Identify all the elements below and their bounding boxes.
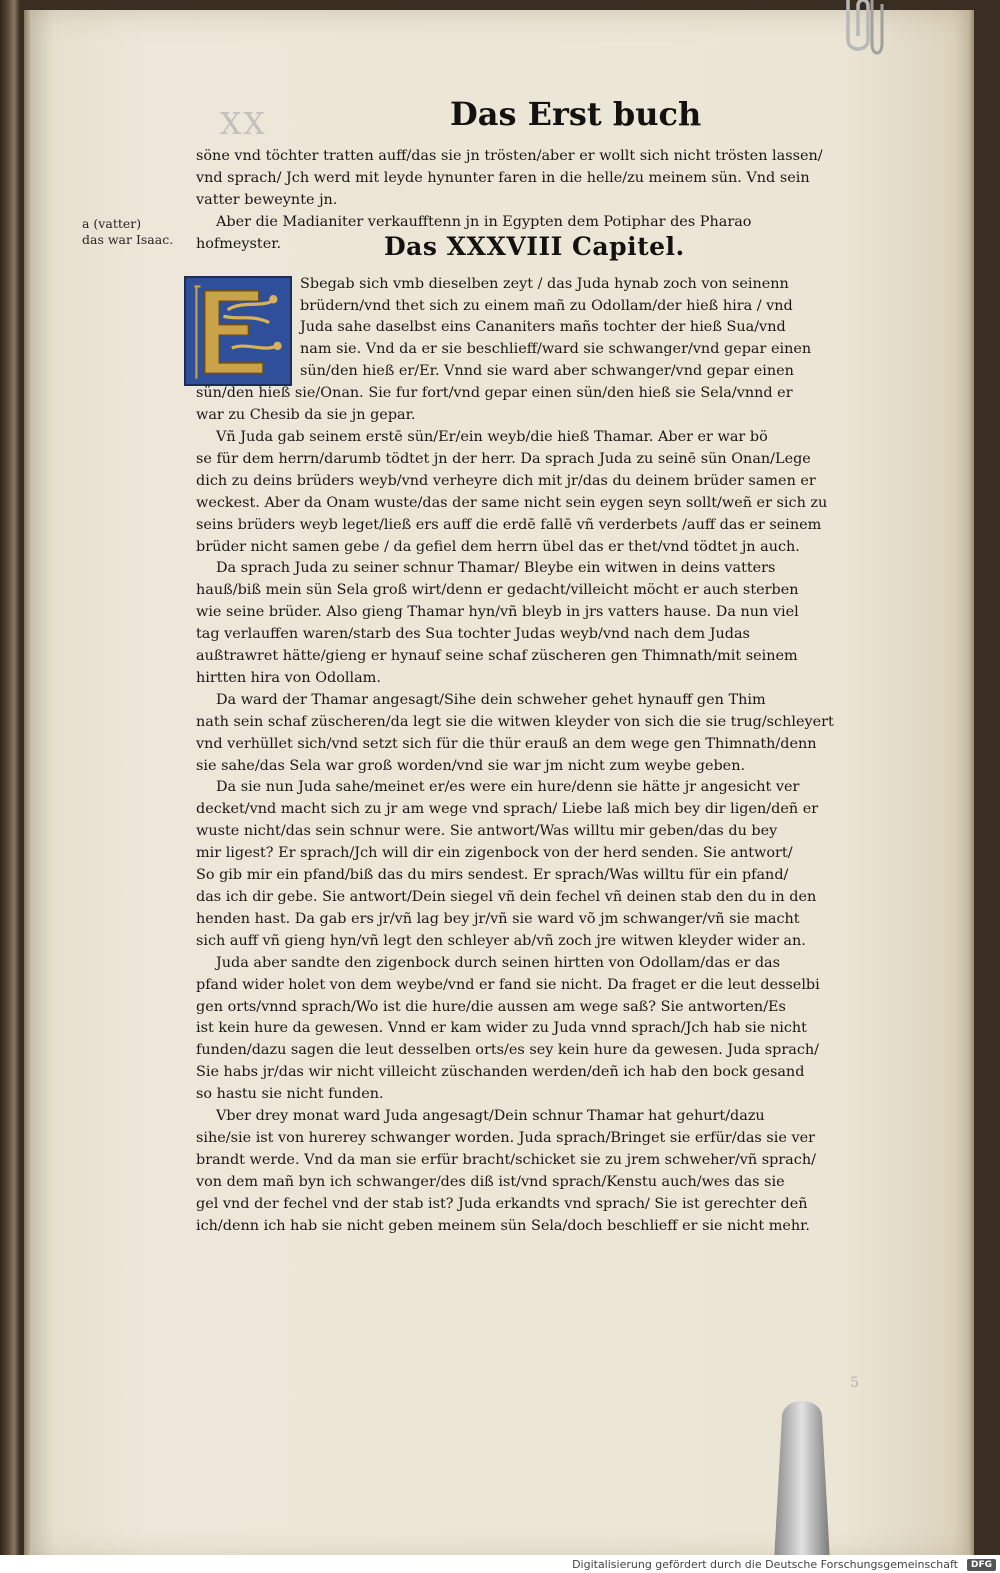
text-line: Da sie nun Juda sahe/meinet er/es were ein hure/denn sie hätte jr angesicht ver (216, 779, 800, 796)
text-line: brandt werde. Vnd da man sie erfür bracht/schicket sie zu jrem schweher/vñ sprach/ (196, 1151, 816, 1168)
text-line: tag verlauffen waren/starb des Sua tochter Judas weyb/vnd nach dem Judas (196, 626, 750, 643)
text-line: weckest. Aber da Onam wuste/das der same nicht sein eygen seyn sollt/weñ er sich zu (196, 494, 828, 511)
text-line: funden/dazu sagen die leut desselben orts/es sey kein hure da gewesen. Juda sprach/ (196, 1042, 820, 1059)
ornament-icon (186, 278, 290, 384)
decorated-initial-letter (184, 276, 292, 386)
text-line: henden hast. Da gab ers jr/vñ lag bey jr/vñ sie ward võ jm schwanger/vñ sie macht (196, 910, 800, 927)
text-line: vnd verhüllet sich/vnd setzt sich für die thür erauß an dem wege gen Thimnath/denn (196, 735, 817, 752)
text-line: Vber drey monat ward Juda angesagt/Dein schnur Thamar hat gehurt/dazu (216, 1108, 765, 1125)
text-line: ist kein hure da gewesen. Vnnd er kam wider zu Juda vnnd sprach/Jch hab sie nicht (196, 1020, 807, 1037)
text-line: sich auff vñ gieng hyn/vñ legt den schleyer ab/vñ zoch jre witwen kleyder wider an. (196, 932, 806, 949)
funding-credit: Digitalisierung gefördert durch die Deutsche Forschungsgemeinschaft (572, 1558, 958, 1571)
text-line: außtrawret hätte/gieng er hynauf seine schaf züscheren gen Thimnath/mit seinem (196, 648, 798, 665)
text-line: mir ligest? Er sprach/Jch will dir ein zigenbock von der herd senden. Sie antwort/ (196, 845, 793, 862)
text-line: Vñ Juda gab seinem erstē sün/Er/ein weyb/die hieß Thamar. Aber er war bö (216, 428, 768, 445)
text-line: pfand wider holet von dem weybe/vnd er fand sie nicht. Da fraget er die leut desselbi (196, 976, 820, 993)
text-line: seins brüders weyb leget/ließ ers auff die erdē fallē vñ verderbets /auff das er seinem (196, 516, 822, 533)
text-line: sie sahe/das Sela war groß worden/vnd sie war jm nicht zum weybe geben. (196, 757, 746, 774)
text-line: decket/vnd macht sich zu jr am wege vnd sprach/ Liebe laß mich bey dir ligen/deñ er (196, 801, 819, 818)
footer-bar (0, 1555, 1000, 1573)
text-line: se für dem herrn/darumb tödtet jn der herr. Da sprach Juda zu seinē sün Onan/Lege (196, 450, 811, 467)
text-line: das ich dir gebe. Sie antwort/Dein siegel vñ dein fechel vñ deinen stab den du in den (196, 889, 817, 905)
page-header (210, 95, 910, 145)
opening-paragraph (196, 274, 914, 384)
paper-clip-icon (838, 0, 886, 60)
folio-number: XX (220, 107, 267, 142)
bookmark-clip-icon (768, 1392, 836, 1562)
text-line: dich zu deins brüders weyb/vnd verheyre dich mit jr/das du deinem brüder samen er (196, 472, 816, 489)
margin-note (82, 216, 212, 248)
text-line: So gib mir ein pfand/biß das du mirs sendest. Er sprach/Was willtu für ein pfand/ (196, 867, 789, 884)
text-line: nam sie. Vnd da er sie beschlieff/ward sie schwanger/vnd gepar einen (300, 341, 812, 358)
margin-note-line: das war Isaac. (82, 232, 174, 247)
text-line: Juda sahe daselbst eins Cananiters mañs tochter der hieß Sua/vnd (300, 319, 786, 336)
text-line: wie seine brüder. Also gieng Thamar hyn/vñ bleyb in jrs vatters hause. Da nun viel (196, 604, 799, 621)
chapter-title: Das XXXVIII Capitel. (384, 231, 685, 261)
text-line: vnd sprach/ Jch werd mit leyde hynunter faren in die helle/zu meinem sün. Vnd sein (196, 169, 810, 186)
text-line: Da sprach Juda zu seiner schnur Thamar/ Bleybe ein witwen in deins vatters (216, 560, 776, 577)
text-line: hofmeyster. (196, 235, 282, 252)
text-line: nath sein schaf züscheren/da legt sie die witwen kleyder von sich die sie trug/schleyert (196, 713, 834, 730)
text-block (196, 146, 914, 1238)
text-line: Sie habs jr/das wir nicht villeicht züschanden werden/deñ ich hab den bock gesand (196, 1064, 805, 1081)
text-line: Sbegab sich vmb dieselben zeyt / das Juda hynab zoch von seinenn (300, 275, 789, 292)
text-line: von dem mañ byn ich schwanger/des diß ist/vnd sprach/Kenstu auch/wes das sie (196, 1173, 785, 1190)
running-title: Das Erst buch (450, 95, 702, 133)
text-line: brüdern/vnd thet sich zu einem mañ zu Odollam/der hieß hira / vnd (300, 297, 793, 314)
text-line: gen orts/vnnd sprach/Wo ist die hure/die aussen am wege saß? Sie antworten/Es (196, 998, 786, 1015)
margin-note-line: a (vatter) (82, 216, 142, 231)
text-line: söne vnd töchter tratten auff/das sie jn trösten/aber er wollt sich nicht trösten lassen/ (196, 148, 823, 164)
text-line: sün/den hieß sie/Onan. Sie fur fort/vnd gepar einen sün/den hieß sie Sela/vnnd er (196, 385, 793, 402)
text-line: Juda aber sandte den zigenbock durch seinen hirtten von Odollam/das er das (216, 954, 781, 971)
text-line: so hastu sie nicht funden. (196, 1086, 384, 1103)
show-through-text (88, 1095, 188, 1245)
text-line: brüder nicht samen gebe / da gefiel dem herrn übel das er thet/vnd tödtet jn auch. (196, 538, 800, 555)
text-line: wuste nicht/das sein schnur were. Sie antwort/Was willtu mir geben/das du bey (196, 823, 778, 840)
body-paragraphs (196, 383, 914, 1237)
text-line: vatter beweynte jn. (196, 191, 338, 208)
text-line: sihe/sie ist von hurerey schwanger worden. Juda sprach/Bringet sie erfür/das sie ver (196, 1129, 815, 1146)
gutter-edge (24, 10, 32, 1560)
pencil-mark: 5 (850, 1375, 859, 1391)
text-line: Da ward der Thamar angesagt/Sihe dein schweher gehet hynauff gen Thim (216, 691, 766, 708)
dfg-logo: DFG (967, 1559, 996, 1571)
text-line: hauß/biß mein sün Sela groß wirt/denn er gedacht/villeicht möcht er auch sterben (196, 582, 799, 599)
text-line: sün/den hieß er/Er. Vnnd sie ward aber schwanger/vnd gepar einen (300, 363, 794, 380)
text-line: Aber die Madianiter verkaufftenn jn in Egypten dem Potiphar des Pharao (216, 213, 752, 230)
chapter-heading-block (196, 231, 914, 274)
page-edge (968, 10, 974, 1560)
text-line: war zu Chesib da sie jn gepar. (196, 407, 416, 424)
text-line: hirtten hira von Odollam. (196, 669, 381, 686)
text-line: gel vnd der fechel vnd der stab ist? Juda erkandts vnd sprach/ Sie ist gerechter deñ (196, 1195, 808, 1212)
text-line: ich/denn ich hab sie nicht geben meinem sün Sela/doch beschlieff er sie nicht mehr. (196, 1217, 811, 1234)
